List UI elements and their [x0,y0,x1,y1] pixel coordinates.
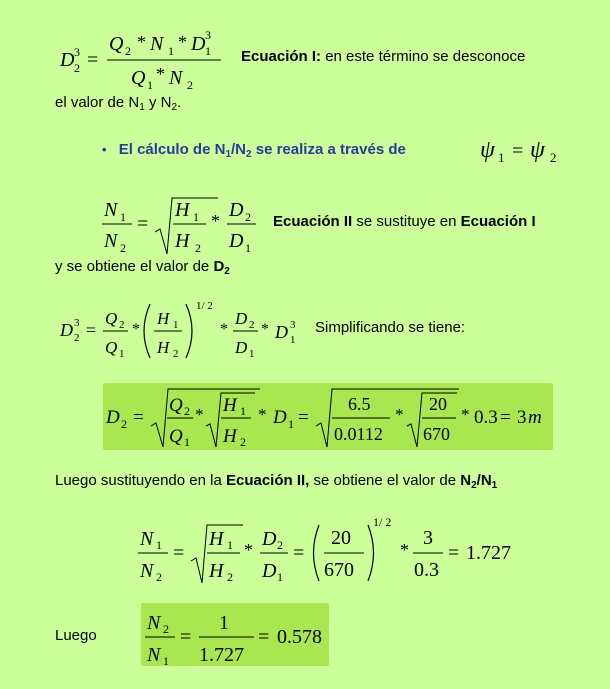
eq6-label: Luego [55,627,97,644]
eq1-label-rest: en este término se desconoce [321,48,526,65]
svg-text:*: * [461,405,470,424]
svg-text:1: 1 [290,334,296,346]
svg-text:N: N [140,528,154,550]
eq5-den: 670 [324,559,354,581]
svg-text:=: = [137,213,149,235]
svg-text:1: 1 [193,210,199,224]
svg-text:*: * [400,540,409,560]
eq4-result: 3 [517,407,527,428]
svg-text:*: * [261,321,269,338]
eq1-num-q: Q [109,33,124,55]
eq5-num: 20 [331,527,351,549]
eq5-frac-num: 3 [423,527,433,549]
svg-text:D: D [229,199,244,221]
eq1-den-q-sub: 1 [147,78,153,92]
svg-text:1: 1 [184,435,190,449]
svg-text:N: N [147,644,161,666]
eq5-intro: Luego sustituyendo en la Ecuación II, se obtiene el valor de $N_2/N_1$ [55,472,498,491]
eq4-num2: 20 [429,394,447,414]
eq1-num-d-sup: 3 [205,28,211,42]
eq3-label: Simplificando se tiene: [315,319,466,336]
svg-text:2: 2 [277,538,283,552]
eq4-den1: 0.0112 [334,424,383,444]
eq1-num-d: D [191,33,206,55]
eq5-frac-den: 0.3 [414,559,439,581]
svg-text:1: 1 [288,417,294,431]
svg-text:H: H [209,528,224,550]
eq2-label-bold2: Ecuación I [460,213,536,230]
svg-text:2: 2 [240,435,246,449]
eq3-exponent: 1/ 2 [196,300,213,312]
svg-text:H: H [157,338,170,357]
svg-text:1: 1 [245,241,251,255]
eq6-den: 1.727 [199,644,244,666]
equation-5 [136,513,526,585]
svg-text:=: = [87,49,99,71]
svg-text:=: = [298,407,309,428]
svg-text:2: 2 [195,241,201,255]
eq2-line2 [55,258,230,281]
eq1-num-q-sub: 2 [125,44,131,58]
svg-text:1: 1 [119,348,125,360]
svg-text:H: H [157,309,170,328]
svg-text:N: N [147,612,161,634]
svg-text:3: 3 [290,319,296,331]
eq1-lhs-sup: 3 [74,45,80,59]
eq1-num-n-sub: 1 [168,44,174,58]
svg-text:N: N [140,560,154,582]
svg-text:D: D [273,407,287,428]
svg-text:D: D [235,338,248,357]
svg-text:H: H [223,426,237,447]
svg-text:1: 1 [277,570,283,584]
svg-text:1: 1 [498,150,505,165]
svg-text:ψ: ψ [480,137,495,163]
eq5-result: 1.727 [466,542,511,564]
svg-text:=: = [500,407,511,428]
svg-text:*: * [178,32,187,52]
svg-text:*: * [211,211,220,231]
svg-text:=: = [293,542,305,564]
eq1-line2-sub2: 2 [171,102,178,113]
svg-text:Q: Q [169,426,183,447]
eq1-lhs-sub: 2 [74,61,80,75]
svg-text:2: 2 [121,417,127,431]
svg-text:*: * [258,405,267,424]
svg-text:D: D [229,230,244,252]
svg-text:1: 1 [173,319,179,331]
svg-text:2: 2 [163,622,169,636]
svg-text:2: 2 [249,319,255,331]
bullet-line [102,141,406,164]
svg-text:*: * [244,540,253,560]
svg-text:1: 1 [120,210,126,224]
eq1-den-n: N [169,67,183,89]
eq1-line2-c: . [177,94,182,111]
eq6-num: 1 [219,612,229,634]
eq2-label-mid: se sustituye en [352,213,461,230]
eq1-num-d-sub: 1 [205,44,211,58]
eq1-line2-sub1: 1 [139,102,145,113]
svg-text:=: = [173,542,185,564]
svg-text:*: * [395,405,404,424]
svg-text:2: 2 [74,332,80,344]
svg-text:=: = [448,542,460,564]
eq1-den-q: Q [131,67,146,89]
svg-text:2: 2 [245,210,251,224]
eq2-line2-bold: D [213,258,225,275]
svg-text:H: H [223,395,237,416]
eq4-num1: 6.5 [348,394,371,414]
eq1-den-n-sub: 2 [187,78,193,92]
svg-text:H: H [175,230,190,252]
svg-text:2: 2 [550,150,557,165]
svg-text:*: * [156,64,165,84]
bullet-icon: • [102,142,107,157]
svg-text:*: * [132,321,140,338]
svg-text:Q: Q [105,309,118,328]
svg-text:=: = [86,320,97,340]
eq1-line2 [55,94,181,117]
equation-4 [103,383,553,450]
eq6-result: 0.578 [277,626,322,648]
svg-text:N: N [104,230,118,252]
svg-text:*: * [137,32,146,52]
eq2-line2-a: y se obtiene el valor de [55,258,214,275]
svg-text:1: 1 [240,404,246,418]
svg-text:D: D [106,407,120,428]
svg-text:1: 1 [227,538,233,552]
eq2-line2-sub: 2 [224,266,230,277]
svg-text:2: 2 [119,319,125,331]
equation-6 [141,603,329,666]
svg-text:N: N [104,199,118,221]
eq4-unit: m [528,407,542,428]
svg-text:=: = [258,626,270,648]
svg-text:2: 2 [173,348,179,360]
svg-text:Q: Q [169,395,183,416]
svg-text:2: 2 [227,570,233,584]
psi-equation [478,136,568,166]
svg-text:D: D [60,320,73,340]
svg-text:Q: Q [105,338,118,357]
svg-text:=: = [512,140,524,162]
svg-text:ψ: ψ [530,137,545,163]
svg-text:2: 2 [156,570,162,584]
svg-text:2: 2 [120,241,126,255]
eq1-line2-b: y N [144,94,172,111]
svg-text:H: H [175,199,190,221]
svg-text:D: D [275,322,288,342]
eq1-line2-a: el valor de N [55,94,140,111]
eq5-exponent: 1/ 2 [373,515,392,529]
eq2-label-bold1: Ecuación II [273,213,353,230]
eq1-lhs: D [60,49,75,71]
svg-text:1: 1 [156,538,162,552]
eq1-label [241,48,525,66]
eq4-factor: 0.3 [474,407,498,428]
eq1-num-n: N [150,33,164,55]
svg-text:D: D [262,560,277,582]
svg-text:=: = [133,407,144,428]
svg-text:H: H [209,560,224,582]
svg-text:*: * [195,405,204,424]
svg-text:1: 1 [163,654,169,668]
svg-text:*: * [220,321,228,338]
equation-2 [100,196,270,258]
eq1-label-bold: Ecuación I: [241,48,322,65]
svg-text:2: 2 [184,404,190,418]
svg-text:1: 1 [249,348,255,360]
bullet-text: El cálculo de $N_1/N_2$ se realiza a través de [118,141,406,160]
equation-3 [58,296,318,366]
svg-text:=: = [180,626,192,648]
eq2-label [273,213,536,231]
svg-text:D: D [262,528,277,550]
eq4-den2: 670 [423,424,450,444]
svg-text:D: D [235,309,248,328]
svg-text:3: 3 [74,317,80,329]
